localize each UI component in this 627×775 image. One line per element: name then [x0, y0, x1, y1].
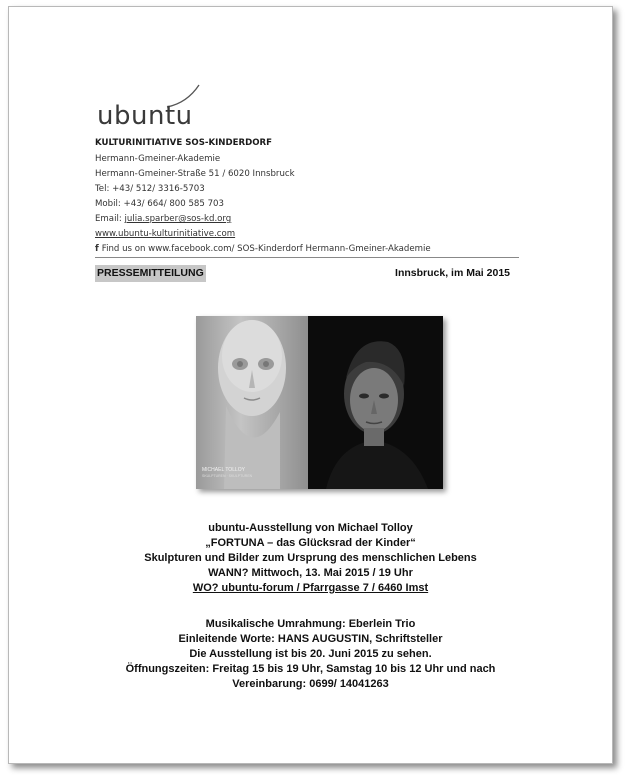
website-link[interactable]: www.ubuntu-kulturinitiative.com — [95, 229, 236, 239]
exhibition-photo — [196, 316, 443, 489]
telephone: Tel: +43/ 512/ 3316-5703 — [95, 184, 205, 194]
ubuntu-logo — [95, 81, 215, 139]
email-line — [95, 214, 231, 224]
facebook-text: Find us on www.facebook.com/ SOS-Kinderdorf Hermann-Gmeiner-Akademie — [101, 244, 431, 254]
opening-hours-line-2: Vereinbarung: 0699/ 14041263 — [232, 678, 389, 690]
exhibition-when: WANN? Mittwoch, 13. Mai 2015 / 19 Uhr — [208, 567, 413, 579]
place-date: Innsbruck, im Mai 2015 — [395, 267, 510, 279]
exhibition-description: Skulpturen und Bilder zum Ursprung des menschlichen Lebens — [144, 552, 477, 564]
intro-line: Einleitende Worte: HANS AUGUSTIN, Schriftsteller — [178, 633, 443, 645]
details-block — [9, 617, 612, 692]
facebook-line[interactable] — [95, 244, 431, 254]
email-link[interactable]: julia.sparber@sos-kd.org — [124, 214, 232, 224]
facebook-underline — [95, 257, 519, 258]
document-page — [8, 6, 613, 764]
music-line: Musikalische Umrahmung: Eberlein Trio — [205, 618, 416, 630]
duration-line: Die Ausstellung ist bis 20. Juni 2015 zu sehen. — [189, 648, 432, 660]
address-line-1: Hermann-Gmeiner-Akademie — [95, 154, 221, 164]
photo-caption-sub: SKULPTUREN · SKULPTUREN — [202, 474, 253, 478]
exhibition-where: WO? ubuntu-forum / Pfarrgasse 7 / 6460 Imst — [192, 582, 429, 594]
photo-caption-name: MICHAEL TOLLOY — [202, 467, 245, 473]
opening-hours-line-1: Öffnungszeiten: Freitag 15 bis 19 Uhr, Samstag 10 bis 12 Uhr und nach — [125, 663, 496, 675]
exhibition-subtitle: „FORTUNA – das Glücksrad der Kinder“ — [205, 537, 416, 549]
announcement-block — [9, 521, 612, 596]
logo-wordmark: ubuntu — [97, 101, 193, 131]
email-label: Email: — [95, 214, 125, 224]
exhibition-title: ubuntu-Ausstellung von Michael Tolloy — [208, 522, 413, 534]
photo-caption — [202, 467, 252, 479]
facebook-icon: f — [95, 244, 99, 254]
press-release-label: PRESSEMITTEILUNG — [95, 265, 206, 282]
photo-illustration — [196, 316, 443, 489]
mobile: Mobil: +43/ 664/ 800 585 703 — [95, 199, 224, 209]
address-line-2: Hermann-Gmeiner-Straße 51 / 6020 Innsbruck — [95, 169, 295, 179]
organization-name: KULTURINITIATIVE SOS-KINDERDORF — [95, 138, 273, 148]
